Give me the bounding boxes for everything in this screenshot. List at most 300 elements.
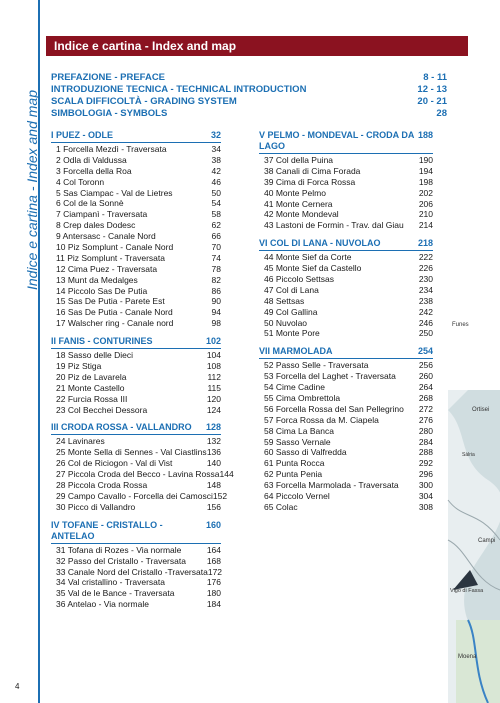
section-title: VI COL DI LANA - NUVOLAO	[259, 238, 381, 249]
entry-name: Piz Somplunt - Traversata	[67, 252, 165, 263]
map-strip	[448, 322, 500, 703]
index-entry[interactable]	[259, 166, 433, 177]
entry-page: 38	[211, 154, 221, 165]
index-entry[interactable]	[259, 263, 433, 274]
side-title-text: Indice e cartina - Index and map	[24, 89, 40, 290]
entry-title	[51, 166, 132, 177]
index-entry[interactable]	[259, 318, 433, 329]
map-label-moena: Moena	[458, 654, 477, 660]
index-entry[interactable]	[259, 209, 433, 220]
entry-page: 234	[418, 284, 433, 295]
index-column-right	[259, 130, 433, 520]
entry-number: 49	[264, 306, 274, 317]
entry-title	[51, 177, 104, 188]
index-entry[interactable]	[259, 480, 433, 491]
index-entry[interactable]	[259, 415, 433, 426]
index-entry[interactable]	[51, 567, 221, 578]
entry-number: 3	[56, 165, 61, 176]
intro-row[interactable]	[51, 96, 447, 108]
entry-title	[51, 480, 147, 491]
entry-number: 12	[56, 263, 66, 274]
entry-page: 70	[211, 242, 221, 253]
entry-name: Passo del Cristallo - Traversata	[67, 555, 186, 566]
entry-name: Piccola Croda del Becco - Lavina Rossa	[67, 469, 220, 480]
index-entry[interactable]	[51, 361, 221, 372]
entry-name: Sas Ciampac - Val de Lietres	[63, 187, 173, 198]
entry-title	[51, 599, 149, 610]
entry-number: 14	[56, 285, 66, 296]
index-entry[interactable]	[51, 296, 221, 307]
intro-label: SCALA DIFFICOLTÀ - GRADING SYSTEM	[51, 96, 237, 107]
entry-number: 27	[56, 469, 66, 480]
section-heading[interactable]	[259, 238, 433, 251]
entry-title	[259, 491, 330, 502]
entry-name: Lavinares	[67, 436, 105, 447]
entry-name: Piccolo Vernel	[275, 491, 330, 502]
entry-number: 5	[56, 187, 61, 198]
entry-title	[259, 502, 298, 513]
index-section	[51, 422, 234, 512]
index-entry[interactable]	[259, 328, 433, 339]
entry-name: Sasso di Valfredda	[275, 447, 347, 458]
index-entry[interactable]	[259, 382, 433, 393]
section-title: VII MARMOLADA	[259, 346, 333, 357]
entry-page: 246	[418, 317, 433, 328]
map-label-vigo: Vigo di Fassa	[450, 588, 484, 594]
index-entry[interactable]	[259, 502, 433, 513]
entry-title	[51, 469, 220, 480]
entry-number: 10	[56, 242, 66, 253]
index-entry[interactable]	[51, 307, 221, 318]
entry-number: 4	[56, 176, 61, 187]
index-entry[interactable]	[259, 404, 433, 415]
entry-name: Col di Lana	[275, 284, 319, 295]
entry-name: Lastoni de Formin - Trav. dal Giau	[275, 220, 404, 231]
index-entry[interactable]	[51, 155, 221, 166]
entry-title	[259, 393, 340, 404]
index-entry[interactable]	[51, 188, 221, 199]
entry-name: Col de la Sonnè	[63, 198, 124, 209]
entry-page: 78	[211, 263, 221, 274]
entry-number: 43	[264, 220, 274, 231]
entry-page: 198	[418, 176, 433, 187]
entry-name: Cime Cadine	[275, 382, 325, 393]
entry-name: Col Toronn	[63, 176, 105, 187]
entry-title	[259, 220, 404, 231]
entry-page: 156	[206, 501, 221, 512]
index-entry[interactable]	[51, 502, 221, 513]
entry-name: Col della Puina	[275, 155, 334, 165]
entry-number: 51	[264, 328, 274, 339]
index-entry[interactable]	[51, 144, 221, 155]
entry-number: 22	[56, 393, 66, 404]
entry-name: Ciampanì - Traversata	[63, 209, 148, 220]
entry-name: Cima La Banca	[275, 425, 334, 436]
entry-name: Canali di Cima Forada	[275, 165, 361, 176]
index-entry[interactable]	[259, 360, 433, 371]
entry-name: Monte Mondeval	[275, 209, 339, 220]
index-entry[interactable]	[51, 198, 221, 209]
entry-name: Piz de Lavarela	[67, 371, 127, 382]
entry-page: 242	[418, 306, 433, 317]
entry-page: 300	[418, 480, 433, 491]
entry-page: 66	[211, 231, 221, 242]
entry-page: 308	[418, 501, 433, 512]
entry-number: 65	[264, 501, 274, 512]
entry-page: 264	[418, 382, 433, 393]
entry-page: 184	[206, 599, 221, 610]
entry-name: Sas De Putia - Canale Nord	[67, 307, 173, 318]
entry-number: 18	[56, 350, 66, 361]
index-entry[interactable]	[259, 491, 433, 502]
entry-name: Monte Pelmo	[275, 187, 326, 198]
entry-name: Sas De Putia - Parete Est	[67, 296, 165, 307]
entry-page: 112	[207, 371, 221, 382]
index-entry[interactable]	[259, 252, 433, 263]
entry-name: Cima di Forca Rossa	[275, 176, 356, 187]
index-entry[interactable]	[51, 577, 221, 588]
entry-number: 36	[56, 599, 66, 610]
entry-title	[51, 405, 147, 416]
index-entry[interactable]	[259, 155, 433, 166]
intro-row[interactable]	[51, 72, 447, 84]
entry-number: 7	[56, 209, 61, 220]
entry-title	[51, 361, 101, 372]
index-entry[interactable]	[51, 231, 221, 242]
entry-name: Monte Castello	[67, 382, 125, 393]
entry-page: 304	[418, 491, 433, 502]
section-heading[interactable]	[259, 130, 433, 154]
entry-name: Sasso Vernale	[275, 436, 331, 447]
map-label-salria: Sàlria	[462, 452, 475, 458]
entry-name: Passo Selle - Traversata	[275, 360, 369, 371]
entry-number: 17	[56, 318, 66, 329]
entry-number: 26	[56, 458, 66, 469]
entry-number: 47	[264, 284, 274, 295]
entry-page: 268	[418, 393, 433, 404]
entry-number: 16	[56, 307, 66, 318]
entry-number: 52	[264, 360, 274, 371]
map-label-ortisei: Ortisei	[472, 407, 490, 413]
entry-title	[51, 264, 157, 275]
entry-title	[51, 155, 127, 166]
index-entry[interactable]	[259, 371, 433, 382]
index-entry[interactable]	[259, 469, 433, 480]
entry-number: 39	[264, 176, 274, 187]
entry-number: 9	[56, 231, 61, 242]
index-entry[interactable]	[51, 436, 221, 447]
entry-page: 292	[418, 458, 433, 469]
section-heading[interactable]	[51, 422, 221, 435]
entry-title	[51, 307, 173, 318]
entry-page: 260	[418, 371, 433, 382]
entry-page: 168	[206, 555, 221, 566]
entry-number: 53	[264, 371, 274, 382]
entry-name: Forcella della Roa	[63, 165, 132, 176]
index-entry[interactable]	[51, 458, 221, 469]
entry-number: 58	[264, 425, 274, 436]
entry-page: 46	[211, 176, 221, 187]
entry-page: 152	[212, 490, 228, 501]
index-entry[interactable]	[51, 177, 221, 188]
entry-title	[259, 199, 333, 210]
index-entry[interactable]	[51, 264, 221, 275]
index-entry[interactable]	[51, 447, 221, 458]
index-entry[interactable]	[51, 588, 221, 599]
entry-number: 6	[56, 198, 61, 209]
intro-pages: 8 - 11	[423, 72, 447, 83]
entry-title	[51, 253, 165, 264]
intro-label: SIMBOLOGIA - SYMBOLS	[51, 108, 168, 119]
index-entry[interactable]	[51, 469, 234, 480]
entry-title	[51, 577, 165, 588]
index-entry[interactable]	[259, 177, 433, 188]
entry-number: 35	[56, 588, 66, 599]
entry-title	[259, 274, 334, 285]
entry-title	[259, 371, 396, 382]
intro-label: PREFAZIONE - PREFACE	[51, 72, 166, 83]
entry-page: 230	[418, 274, 433, 285]
index-entry[interactable]	[259, 220, 433, 231]
entry-title	[259, 447, 347, 458]
index-entry[interactable]	[259, 188, 433, 199]
entry-name: Col Becchei Dessora	[67, 404, 148, 415]
index-entry[interactable]	[51, 286, 221, 297]
entry-title	[259, 263, 361, 274]
section-page: 102	[205, 336, 221, 347]
entry-number: 28	[56, 480, 66, 491]
map-label-funes: Funes	[452, 322, 469, 328]
entry-page: 276	[418, 414, 433, 425]
entry-number: 60	[264, 447, 274, 458]
entry-name: Furcia Rossa III	[67, 393, 128, 404]
entry-page: 124	[206, 404, 221, 415]
entry-number: 41	[264, 198, 274, 209]
section-title: I PUEZ - ODLE	[51, 130, 114, 140]
entry-title	[51, 275, 138, 286]
entry-page: 222	[418, 252, 433, 263]
section-heading[interactable]	[51, 130, 221, 143]
entry-name: Campo Cavallo - Forcella dei Camosci	[67, 490, 213, 501]
index-entry[interactable]	[51, 394, 221, 405]
entry-name: Val cristallino - Traversata	[67, 577, 165, 588]
index-entry[interactable]	[51, 383, 221, 394]
entry-page: 82	[211, 274, 221, 285]
entry-number: 55	[264, 393, 274, 404]
entry-title	[51, 588, 174, 599]
entry-title	[51, 242, 173, 253]
entry-name: Piz Stiga	[67, 361, 102, 372]
entry-title	[51, 209, 147, 220]
entry-page: 164	[206, 544, 221, 555]
entry-name: Sasso delle Dieci	[67, 350, 134, 361]
entry-title	[51, 545, 181, 556]
entry-name: Walscher ring - Canale nord	[67, 318, 174, 329]
entry-title	[259, 209, 339, 220]
index-entry[interactable]	[51, 209, 221, 220]
index-section	[259, 346, 433, 512]
section-title: IV TOFANE - CRISTALLO - ANTELAO	[51, 519, 163, 541]
index-entry[interactable]	[51, 372, 221, 383]
entry-number: 24	[56, 436, 66, 447]
intro-row[interactable]	[51, 84, 447, 96]
entry-name: Colac	[275, 501, 298, 512]
entry-name: Settsas	[275, 295, 305, 306]
entry-title	[259, 404, 404, 415]
entry-title	[51, 231, 156, 242]
section-heading[interactable]	[51, 336, 221, 349]
entry-page: 54	[211, 198, 221, 209]
index-entry[interactable]	[259, 296, 433, 307]
index-section	[259, 238, 433, 339]
entry-number: 63	[264, 480, 274, 491]
entry-title	[51, 318, 173, 329]
entry-page: 288	[418, 447, 433, 458]
entry-title	[51, 188, 173, 199]
index-section	[51, 336, 221, 415]
entry-title	[51, 556, 186, 567]
index-entry[interactable]	[51, 599, 221, 610]
entry-page: 250	[418, 328, 433, 339]
entry-number: 56	[264, 403, 274, 414]
entry-page: 50	[211, 187, 221, 198]
entry-name: Piz Somplunt - Canale Nord	[67, 242, 174, 253]
index-entry[interactable]	[51, 220, 221, 231]
entry-name: Crep dales Dodesc	[63, 220, 136, 231]
entry-name: Punta Rocca	[275, 458, 325, 469]
index-entry[interactable]	[259, 307, 433, 318]
index-entry[interactable]	[51, 405, 221, 416]
entry-number: 46	[264, 274, 274, 285]
entry-title	[259, 285, 319, 296]
entry-name: Val de le Bance - Traversata	[67, 588, 175, 599]
index-entry[interactable]	[259, 447, 433, 458]
entry-number: 50	[264, 317, 274, 328]
entry-number: 15	[56, 296, 66, 307]
entry-title	[259, 360, 368, 371]
entry-page: 284	[418, 436, 433, 447]
entry-title	[259, 415, 379, 426]
entry-page: 136	[206, 447, 221, 458]
entry-number: 45	[264, 263, 274, 274]
entry-title	[51, 286, 147, 297]
entry-name: Forcella Mezdì - Traversata	[63, 144, 167, 154]
index-entry[interactable]	[51, 318, 221, 329]
entry-page: 238	[418, 295, 433, 306]
entry-page: 62	[211, 220, 221, 231]
index-entry[interactable]	[259, 437, 433, 448]
index-entry[interactable]	[51, 253, 221, 264]
entry-name: Piccolo Settsas	[275, 274, 334, 285]
entry-title	[259, 480, 399, 491]
entry-number: 30	[56, 501, 66, 512]
entry-name: Nuvolao	[275, 317, 308, 328]
entry-title	[259, 166, 360, 177]
section-heading[interactable]	[259, 346, 433, 359]
entry-number: 61	[264, 458, 274, 469]
entry-number: 19	[56, 361, 66, 372]
entry-number: 33	[56, 566, 66, 577]
entry-title	[51, 436, 105, 447]
entry-title	[259, 252, 351, 263]
entry-title	[259, 177, 355, 188]
section-heading[interactable]	[51, 520, 221, 544]
entry-name: Forcella Rossa del San Pellegrino	[275, 403, 404, 414]
entry-page: 202	[418, 187, 433, 198]
intro-list	[51, 72, 447, 120]
entry-page: 280	[418, 425, 433, 436]
index-entry[interactable]	[51, 480, 221, 491]
index-entry[interactable]	[51, 242, 221, 253]
index-section	[51, 520, 221, 610]
entry-number: 38	[264, 165, 274, 176]
entry-number: 59	[264, 436, 274, 447]
section-page: 188	[417, 130, 433, 140]
entry-number: 20	[56, 371, 66, 382]
entry-title	[51, 350, 133, 361]
entry-title	[51, 144, 167, 155]
section-page: 32	[210, 130, 221, 140]
index-entry[interactable]	[51, 490, 228, 502]
index-entry[interactable]	[259, 393, 433, 404]
entry-page: 98	[211, 318, 221, 329]
entry-number: 32	[56, 555, 66, 566]
index-entry[interactable]	[51, 275, 221, 286]
entry-page: 94	[211, 307, 221, 318]
index-entry[interactable]	[259, 426, 433, 437]
entry-name: Cima Puez - Traversata	[67, 263, 158, 274]
entry-title	[259, 307, 317, 318]
entry-title	[259, 188, 326, 199]
intro-row[interactable]	[51, 108, 447, 120]
side-title	[4, 40, 40, 290]
section-page: 254	[417, 346, 433, 357]
entry-name: Canale Nord del Cristallo -Traversata	[67, 566, 208, 577]
entry-number: 54	[264, 382, 274, 393]
index-entry[interactable]	[259, 199, 433, 210]
index-entry[interactable]	[259, 458, 433, 469]
intro-pages: 28	[436, 108, 447, 119]
entry-name: Odla di Valdussa	[63, 154, 127, 165]
section-title: II FANIS - CONTURINES	[51, 336, 153, 347]
entry-name: Tofana di Rozes - Via normale	[67, 544, 182, 555]
entry-number: 48	[264, 295, 274, 306]
entry-title	[51, 198, 124, 209]
entry-page: 190	[418, 155, 433, 165]
entry-title	[259, 458, 325, 469]
index-entry[interactable]	[51, 545, 221, 556]
entry-title	[259, 469, 322, 480]
index-section	[51, 130, 221, 329]
index-entry[interactable]	[259, 285, 433, 296]
entry-page: 42	[211, 165, 221, 176]
entry-name: Piccola Croda Rossa	[67, 480, 148, 491]
entry-title	[51, 394, 127, 405]
index-section	[259, 130, 433, 231]
index-entry[interactable]	[259, 274, 433, 285]
index-entry[interactable]	[51, 166, 221, 177]
index-entry[interactable]	[51, 350, 221, 361]
entry-page: 104	[206, 350, 221, 361]
entry-title	[51, 502, 135, 513]
index-entry[interactable]	[51, 556, 221, 567]
entry-page: 140	[206, 458, 221, 469]
intro-label: INTRODUZIONE TECNICA - TECHNICAL INTRODUCTION	[51, 84, 307, 95]
section-title: V PELMO - MONDEVAL - CRODA DA LAGO	[259, 130, 414, 151]
section-page: 160	[205, 519, 221, 530]
intro-pages: 20 - 21	[417, 96, 447, 107]
header-bar: Indice e cartina - Index and map	[46, 36, 468, 56]
